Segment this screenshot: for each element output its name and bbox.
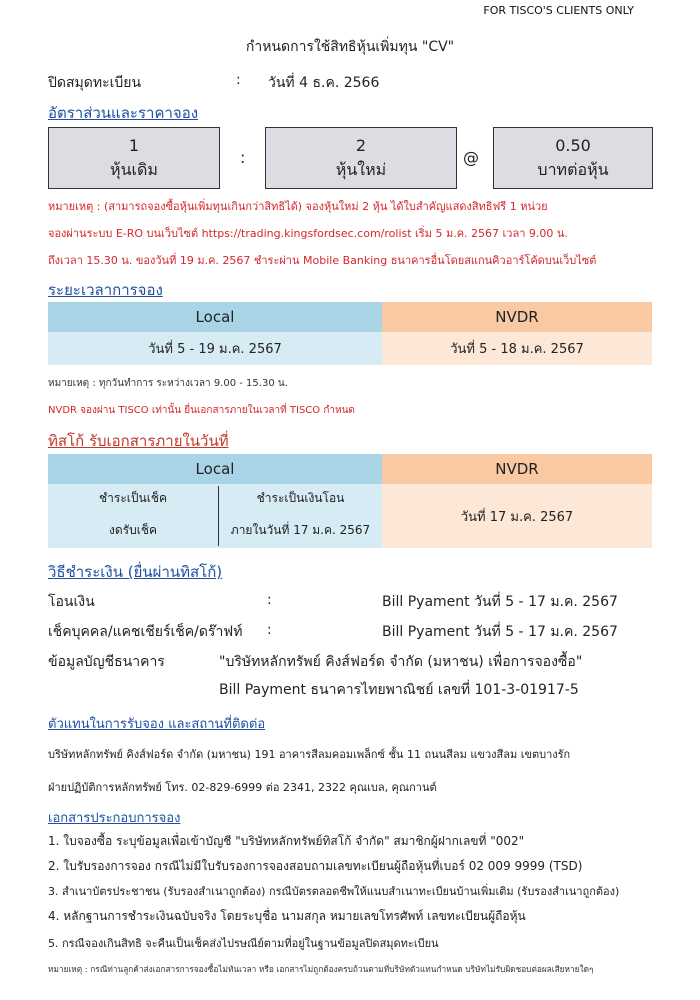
agent-heading: ตัวแทนในการรับจอง และสถานที่ติดต่อ [48, 717, 266, 732]
new-shares-number: 2 [355, 136, 367, 155]
docs-item-2: 2. ใบรับรองการจอง กรณีไม่มีใบรับรองการจองสอบถามเลขทะเบียนผู้ถือหุ้นที่เบอร์ 02 009 9999 (TSD) [48, 859, 583, 873]
bank-info-label: ข้อมูลบัญชีธนาคาร [48, 654, 165, 670]
docs-item-3: 3. สำเนาบัตรประชาชน (รับรองสำเนาถูกต้อง) กรณีบัตรตลอดชีพให้แนบสำเนาทะเบียนบ้านเพิ่มเติม (รับรองสำเนาถูกต้อง) [48, 885, 620, 898]
payment-cheque-value: Bill Pyament วันที่ 5 - 17 ม.ค. 2567 [382, 624, 618, 640]
ratio-note-2: จองผ่านระบบ E-RO บนเว็บไซต์ https://trading.kingsfordsec.com/rolist เริ่ม 5 ม.ค. 2567 เวลา 9.00 น. [48, 227, 568, 240]
book-close-label: ปิดสมุดทะเบียน [48, 75, 142, 91]
period-heading: ระยะเวลาการจอง [48, 281, 163, 299]
docs-footer-note: หมายเหตุ : กรณีท่านลูกค้าส่งเอกสารการจองซื้อไม่ทันเวลา หรือ เอกสารไม่ถูกต้องครบถ้วนตามที่บริษัทตัวแทนกำหนด บริษัทไม่รับผิดชอบต่อผลเสียหายใดๆ [48, 964, 594, 974]
agent-contact: ฝ่ายปฏิบัติการหลักทรัพย์ โทร. 02-829-6999 ต่อ 2341, 2322 คุณเบล, คุณกานต์ [48, 781, 437, 794]
payment-heading: วิธีชำระเงิน (ยื่นผ่านทิสโก้) [48, 563, 223, 581]
payment-transfer-label: โอนเงิน [48, 594, 95, 610]
cheque-value: งดรับเช็ค [109, 522, 157, 537]
period-note-2: NVDR จองผ่าน TISCO เท่านั้น ยื่นเอกสารภายในเวลาที่ TISCO กำหนด [48, 405, 355, 416]
old-shares-unit: หุ้นเดิม [110, 160, 158, 179]
receive-nvdr-value: วันที่ 17 ม.ค. 2567 [382, 484, 652, 548]
price-box [493, 127, 653, 189]
receive-heading: ทิสโก้ รับเอกสารภายในวันที่ [48, 432, 229, 450]
period-note-1: หมายเหตุ : ทุกวันทำการ ระหว่างเวลา 9.00 - 15.30 น. [48, 378, 288, 389]
payment-cheque-label: เช็คบุคคล/แคชเชียร์เช็ค/ดร๊าฟท์ [48, 624, 243, 640]
receive-local-header: Local [48, 454, 382, 484]
client-only-label: FOR TISCO'S CLIENTS ONLY [483, 4, 634, 17]
payment-transfer-value: Bill Pyament วันที่ 5 - 17 ม.ค. 2567 [382, 594, 618, 610]
payment-cheque-colon: : [267, 622, 272, 638]
old-shares-box [48, 127, 220, 189]
receive-nvdr-header: NVDR [382, 454, 652, 484]
agent-address: บริษัทหลักทรัพย์ คิงส์ฟอร์ด จำกัด (มหาชน) 191 อาคารสีลมคอมเพล็กซ์ ชั้น 11 ถนนสีลม แขวงสีลม เขตบางรัก [48, 748, 571, 761]
period-nvdr-value: วันที่ 5 - 18 ม.ค. 2567 [382, 332, 652, 365]
page-title: กำหนดการใช้สิทธิหุ้นเพิ่มทุน "CV" [245, 39, 455, 55]
book-close-colon: : [236, 72, 241, 88]
docs-item-4: 4. หลักฐานการชำระเงินฉบับจริง โดยระบุชื่อ นามสกุล หมายเลขโทรศัพท์ เลขทะเบียนผู้ถือหุ้น [48, 909, 526, 923]
ratio-note-3: ถึงเวลา 15.30 น. ของวันที่ 19 ม.ค. 2567 ชำระผ่าน Mobile Banking ธนาคารอื่นโดยสแกนคิวอาร์โค้ดบนเว็บไซต์ [48, 254, 597, 267]
period-local-header: Local [48, 302, 382, 332]
payment-transfer-colon: : [267, 592, 272, 608]
ratio-separator: : [240, 148, 246, 167]
docs-item-5: 5. กรณีจองเกินสิทธิ จะคืนเป็นเช็คส่งไปรษณีย์ตามที่อยู่ในฐานข้อมูลปิดสมุดทะเบียน [48, 937, 439, 950]
book-close-date: วันที่ 4 ธ.ค. 2566 [268, 75, 380, 91]
old-shares-number: 1 [128, 136, 140, 155]
transfer-value: ภายในวันที่ 17 ม.ค. 2567 [230, 522, 371, 537]
docs-heading: เอกสารประกอบการจอง [48, 811, 181, 826]
transfer-title: ชำระเป็นเงินโอน [256, 490, 345, 505]
period-nvdr-header: NVDR [382, 302, 652, 332]
ratio-note-1: หมายเหตุ : (สามารถจองซื้อหุ้นเพิ่มทุนเกินกว่าสิทธิได้) จองหุ้นใหม่ 2 หุ้น ได้ใบสำคัญแสดงสิทธิฟรี 1 หน่วย [48, 200, 548, 213]
at-symbol: @ [463, 148, 479, 167]
price-unit: บาทต่อหุ้น [537, 160, 609, 179]
cheque-title: ชำระเป็นเช็ค [99, 490, 167, 505]
bank-account-number: Bill Payment ธนาคารไทยพาณิชย์ เลขที่ 101-3-01917-5 [219, 682, 579, 698]
price-number: 0.50 [555, 136, 591, 155]
new-shares-unit: หุ้นใหม่ [335, 160, 387, 179]
new-shares-box [265, 127, 457, 189]
ratio-heading: อัตราส่วนและราคาจอง [48, 104, 199, 122]
period-local-value: วันที่ 5 - 19 ม.ค. 2567 [48, 332, 382, 365]
bank-account-name: "บริษัทหลักทรัพย์ คิงส์ฟอร์ด จำกัด (มหาชน) เพื่อการจองซื้อ" [219, 654, 583, 670]
docs-item-1: 1. ใบจองซื้อ ระบุข้อมูลเพื่อเข้าบัญชี "บริษัทหลักทรัพย์ทิสโก้ จำกัด" สมาชิกผู้ฝากเลขที่ "002" [48, 834, 525, 848]
